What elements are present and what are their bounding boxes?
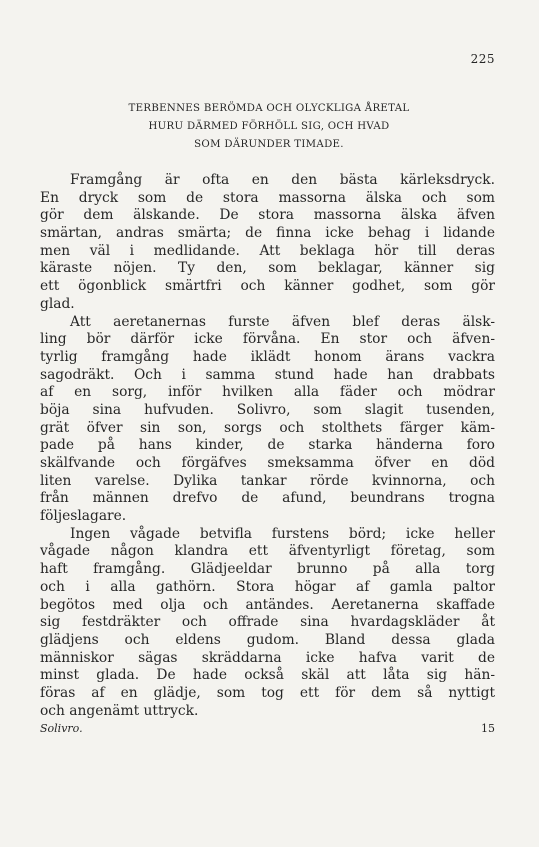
text-line: minst glada. De hade också skäl att låta sig hän- xyxy=(40,667,495,684)
text-line: föras af en glädje, som tog ett för dem så nyttigt xyxy=(40,684,495,701)
text-line: käraste nöjen. Ty den, som beklagar, känner sig xyxy=(40,260,495,277)
text-line: sagodräkt. Och i samma stund hade han drabbats xyxy=(40,366,495,383)
text-line: Ingen vågade betvifla furstens börd; icke heller xyxy=(70,525,495,542)
text-line: och i alla gathörn. Stora högar af gamla paltor xyxy=(40,578,495,595)
heading-line: HURU DÄRMED FÖRHÖLL SIG, OCH HVAD xyxy=(148,121,390,132)
text-line: liten varelse. Dylika tankar rörde kvinnorna, och xyxy=(40,472,495,489)
text-line: Framgång är ofta en den bästa kärleksdryck. xyxy=(70,172,495,188)
text-line: smärtan, andras smärta; de finna icke behag i lidande xyxy=(40,225,495,242)
text-line: af en sorg, inför hvilken alla fäder och mödrar xyxy=(40,384,495,401)
text-line: glädjens och eldens gudom. Bland dessa glada xyxy=(40,631,495,648)
page-number: 225 xyxy=(470,52,495,66)
text-line: böja sina hufvuden. Solivro, som slagit tusenden, xyxy=(40,401,495,418)
text-line: ett ögonblick smärtfri och känner godhet, som gör xyxy=(40,278,495,295)
text-line: men väl i medlidande. Att beklaga hör till deras xyxy=(40,242,495,259)
heading-line: SOM DÄRUNDER TIMADE. xyxy=(194,139,344,150)
text-line: glad. xyxy=(40,295,75,312)
text-line: haft framgång. Glädjeeldar brunno på alla torg xyxy=(40,561,495,578)
text-line: från männen drefvo de afund, beundrans trogna xyxy=(40,490,495,507)
text-line: begötos med olja och antändes. Aeretanerna skaffade xyxy=(40,596,495,613)
text-line: sig festdräkter och offrade sina hvardagskläder åt xyxy=(40,614,495,631)
text-line: och angenämt uttryck. xyxy=(40,702,199,719)
text-line: En dryck som de stora massorna älska och som xyxy=(40,189,495,206)
text-line: tyrlig framgång hade iklädt honom ärans vackra xyxy=(40,348,495,365)
text-line: gör dem älskande. De stora massorna älska äfven xyxy=(40,207,495,224)
text-line: följeslagare. xyxy=(40,508,127,525)
sheet-number: 15 xyxy=(481,722,495,735)
signature-mark: Solivro. xyxy=(40,722,83,735)
text-line: skälfvande och förgäfves smeksamma öfver en död xyxy=(40,455,495,471)
text-line: Att aeretanernas furste äfven blef deras älsk- xyxy=(70,313,495,330)
page-footer xyxy=(40,722,495,735)
heading-line: TERBENNES BERÖMDA OCH OLYCKLIGA ÅRETAL xyxy=(128,103,410,114)
text-line: vågade någon klandra ett äfventyrligt företag, som xyxy=(40,543,495,560)
text-line: människor sägas skräddarna icke hafva varit de xyxy=(40,649,495,666)
text-line: pade på hans kinder, de starka händerna foro xyxy=(40,437,495,454)
chapter-body xyxy=(40,172,495,720)
chapter-heading xyxy=(34,100,504,154)
text-line: grät öfver sin son, sorgs och stolthets färger käm- xyxy=(40,419,495,436)
text-line: ling bör därför icke förvåna. En stor och äfven- xyxy=(40,331,495,348)
